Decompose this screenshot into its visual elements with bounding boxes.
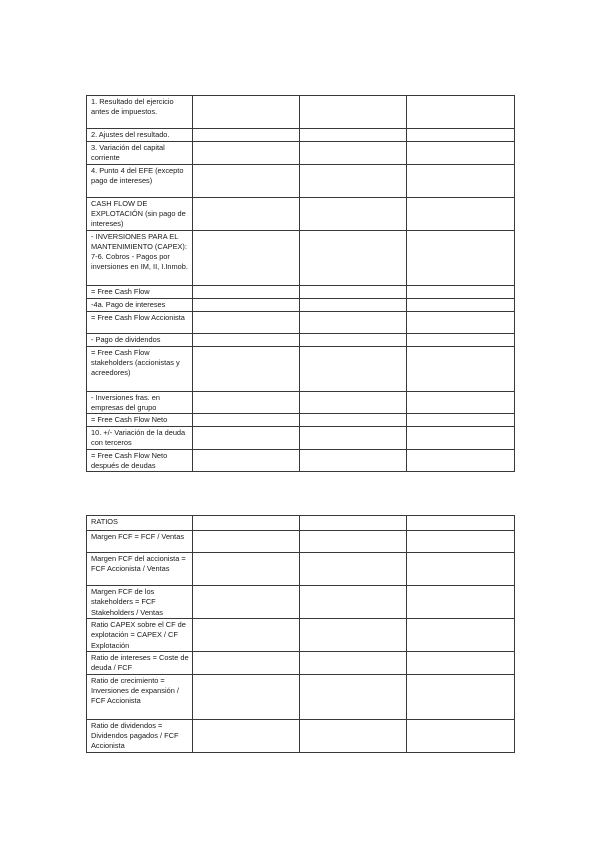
value-cell-col-1 <box>193 449 300 472</box>
value-cell-col-1 <box>193 197 300 230</box>
value-cell-col-2 <box>300 531 407 553</box>
value-cell-col-2 <box>300 164 407 197</box>
value-cell-col-2 <box>300 516 407 531</box>
row-label-cell: = Free Cash Flow <box>87 285 193 298</box>
value-cell-col-1 <box>193 230 300 285</box>
table-row <box>87 346 515 391</box>
table-row <box>87 311 515 333</box>
value-cell-col-1 <box>193 129 300 142</box>
row-label-cell: Margen FCF = FCF / Ventas <box>87 531 193 553</box>
row-label-cell: CASH FLOW DE EXPLOTACIÓN (sin pago de intereses) <box>87 197 193 230</box>
value-cell-col-2 <box>300 553 407 586</box>
value-cell-col-2 <box>300 719 407 752</box>
value-cell-col-1 <box>193 298 300 311</box>
value-cell-col-3 <box>407 230 515 285</box>
table-row <box>87 674 515 719</box>
value-cell-col-1 <box>193 586 300 619</box>
value-cell-col-1 <box>193 285 300 298</box>
table-row <box>87 619 515 652</box>
table-row <box>87 531 515 553</box>
row-label-cell: Margen FCF del accionista = FCF Accionista / Ventas <box>87 553 193 586</box>
row-label-cell: 4. Punto 4 del EFE (excepto pago de intereses) <box>87 164 193 197</box>
value-cell-col-2 <box>300 449 407 472</box>
value-cell-col-3 <box>407 619 515 652</box>
value-cell-col-1 <box>193 674 300 719</box>
row-label-cell: Ratio CAPEX sobre el CF de explotación = CAPEX / CF Explotación <box>87 619 193 652</box>
table-row <box>87 719 515 752</box>
row-label-cell: -4a. Pago de intereses <box>87 298 193 311</box>
row-label-cell: 3. Variación del capital corriente <box>87 142 193 165</box>
table-row <box>87 427 515 450</box>
value-cell-col-3 <box>407 553 515 586</box>
table-row <box>87 553 515 586</box>
value-cell-col-1 <box>193 427 300 450</box>
row-label-cell: RATIOS <box>87 516 193 531</box>
table-row <box>87 298 515 311</box>
table-row <box>87 516 515 531</box>
value-cell-col-3 <box>407 333 515 346</box>
value-cell-col-2 <box>300 197 407 230</box>
value-cell-col-2 <box>300 652 407 675</box>
table-row <box>87 142 515 165</box>
row-label-cell: 10. +/- Variación de la deuda con terceros <box>87 427 193 450</box>
value-cell-col-2 <box>300 129 407 142</box>
value-cell-col-2 <box>300 142 407 165</box>
value-cell-col-1 <box>193 414 300 427</box>
value-cell-col-3 <box>407 414 515 427</box>
value-cell-col-3 <box>407 285 515 298</box>
value-cell-col-2 <box>300 674 407 719</box>
row-label-cell: Ratio de crecimiento = Inversiones de expansión / FCF Accionista <box>87 674 193 719</box>
table-row <box>87 652 515 675</box>
value-cell-col-3 <box>407 96 515 129</box>
cash-flow-table <box>86 95 515 472</box>
table-row <box>87 285 515 298</box>
row-label-cell: - Pago de dividendos <box>87 333 193 346</box>
row-label-cell: Margen FCF de los stakeholders = FCF Stakeholders / Ventas <box>87 586 193 619</box>
value-cell-col-1 <box>193 619 300 652</box>
row-label-cell: - Inversiones fras. en empresas del grupo <box>87 391 193 414</box>
value-cell-col-2 <box>300 96 407 129</box>
ratios-table <box>86 515 515 753</box>
value-cell-col-1 <box>193 652 300 675</box>
value-cell-col-3 <box>407 652 515 675</box>
row-label-cell: = Free Cash Flow stakeholders (accionistas y acreedores) <box>87 346 193 391</box>
value-cell-col-1 <box>193 333 300 346</box>
row-label-cell: = Free Cash Flow Accionista <box>87 311 193 333</box>
value-cell-col-3 <box>407 531 515 553</box>
table-row <box>87 96 515 129</box>
value-cell-col-1 <box>193 346 300 391</box>
value-cell-col-2 <box>300 346 407 391</box>
value-cell-col-3 <box>407 427 515 450</box>
value-cell-col-1 <box>193 142 300 165</box>
ratios-table-body <box>87 516 515 753</box>
row-label-cell: Ratio de intereses = Coste de deuda / FCF <box>87 652 193 675</box>
value-cell-col-2 <box>300 285 407 298</box>
table-row <box>87 449 515 472</box>
value-cell-col-1 <box>193 531 300 553</box>
value-cell-col-3 <box>407 164 515 197</box>
value-cell-col-2 <box>300 391 407 414</box>
value-cell-col-2 <box>300 298 407 311</box>
row-label-cell: 1. Resultado del ejercicio antes de impuestos. <box>87 96 193 129</box>
value-cell-col-2 <box>300 414 407 427</box>
table-row <box>87 230 515 285</box>
table-row <box>87 391 515 414</box>
table-row <box>87 164 515 197</box>
row-label-cell: = Free Cash Flow Neto después de deudas <box>87 449 193 472</box>
table-row <box>87 586 515 619</box>
value-cell-col-1 <box>193 164 300 197</box>
value-cell-col-3 <box>407 298 515 311</box>
value-cell-col-3 <box>407 197 515 230</box>
value-cell-col-2 <box>300 586 407 619</box>
value-cell-col-3 <box>407 346 515 391</box>
row-label-cell: = Free Cash Flow Neto <box>87 414 193 427</box>
table-row <box>87 333 515 346</box>
row-label-cell: 2. Ajustes del resultado. <box>87 129 193 142</box>
value-cell-col-2 <box>300 311 407 333</box>
table-row <box>87 129 515 142</box>
value-cell-col-3 <box>407 586 515 619</box>
value-cell-col-3 <box>407 449 515 472</box>
value-cell-col-3 <box>407 719 515 752</box>
value-cell-col-3 <box>407 311 515 333</box>
row-label-cell: Ratio de dividendos = Dividendos pagados / FCF Accionista <box>87 719 193 752</box>
value-cell-col-2 <box>300 230 407 285</box>
table-row <box>87 197 515 230</box>
value-cell-col-1 <box>193 391 300 414</box>
cash-flow-table-body <box>87 96 515 472</box>
value-cell-col-1 <box>193 96 300 129</box>
table-row <box>87 414 515 427</box>
value-cell-col-1 <box>193 516 300 531</box>
value-cell-col-2 <box>300 619 407 652</box>
value-cell-col-3 <box>407 142 515 165</box>
value-cell-col-3 <box>407 391 515 414</box>
value-cell-col-1 <box>193 311 300 333</box>
value-cell-col-2 <box>300 333 407 346</box>
value-cell-col-3 <box>407 516 515 531</box>
row-label-cell: - INVERSIONES PARA EL MANTENIMIENTO (CAPEX): 7-6. Cobros - Pagos por inversiones en IM, II, I.Inmob. <box>87 230 193 285</box>
value-cell-col-3 <box>407 129 515 142</box>
value-cell-col-3 <box>407 674 515 719</box>
value-cell-col-1 <box>193 719 300 752</box>
value-cell-col-2 <box>300 427 407 450</box>
value-cell-col-1 <box>193 553 300 586</box>
